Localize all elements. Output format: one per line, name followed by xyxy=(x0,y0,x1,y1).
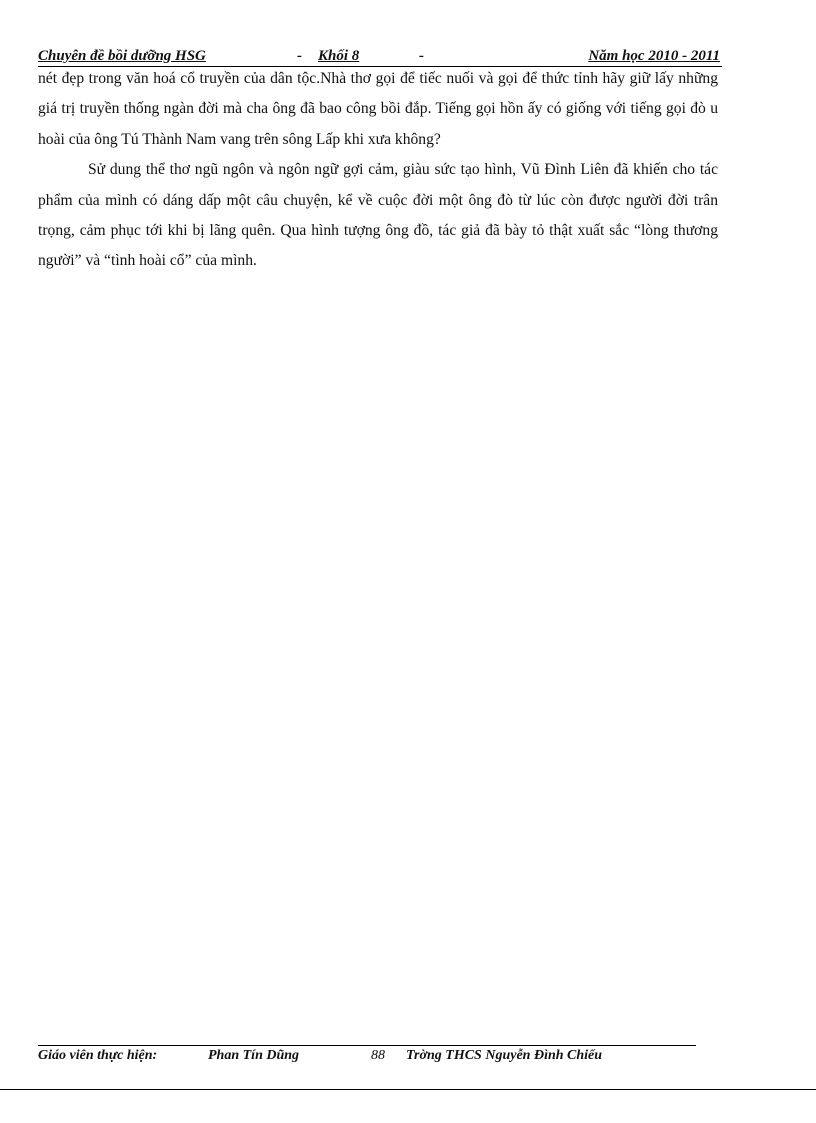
footer-teacher-label: Giáo viên thực hiện: xyxy=(38,1048,158,1063)
footer-divider xyxy=(38,1045,696,1046)
header-topic: Chuyên đề bồi dưỡng HSG xyxy=(38,48,206,64)
header-school-year: Năm học 2010 - 2011 xyxy=(588,48,720,64)
document-body xyxy=(38,64,718,277)
footer-school-name: Trờng THCS Nguyễn Đình Chiểu xyxy=(406,1048,603,1063)
page-bottom-edge xyxy=(0,1089,816,1090)
header-grade: Khối 8 xyxy=(318,48,360,64)
page-number: 88 xyxy=(371,1048,385,1063)
footer-teacher-name: Phan Tín Dũng xyxy=(208,1048,300,1063)
header-separator: - xyxy=(297,48,302,64)
paragraph: Sử dung thể thơ ngũ ngôn và ngôn ngữ gợi cảm, giàu sức tạo hình, Vũ Đình Liên đã khiến cho tác phẩm của mình có dáng dấp một câu chuyện, kể về cuộc đời một ông đò từ lúc còn được người đời trân trọng, cảm phục tới khi bị lãng quên. Qua hình tượng ông đồ, tác giả đã bày tỏ thật xuất sắc “lòng thương người” và “tình hoài cổ” của mình. xyxy=(38,161,718,270)
paragraph: nét đẹp trong văn hoá cổ truyền của dân tộc.Nhà thơ gọi để tiếc nuối và gọi để thức tỉnh hãy giữ lấy những giá trị truyền thống ngàn đời mà cha ông đã bao công bồi đắp. Tiếng gọi hồn ấy có giống với tiếng gọi đò u hoài của ông Tú Thành Nam vang trên sông Lấp khi xưa không? xyxy=(38,70,718,148)
header-separator: - xyxy=(419,48,424,64)
